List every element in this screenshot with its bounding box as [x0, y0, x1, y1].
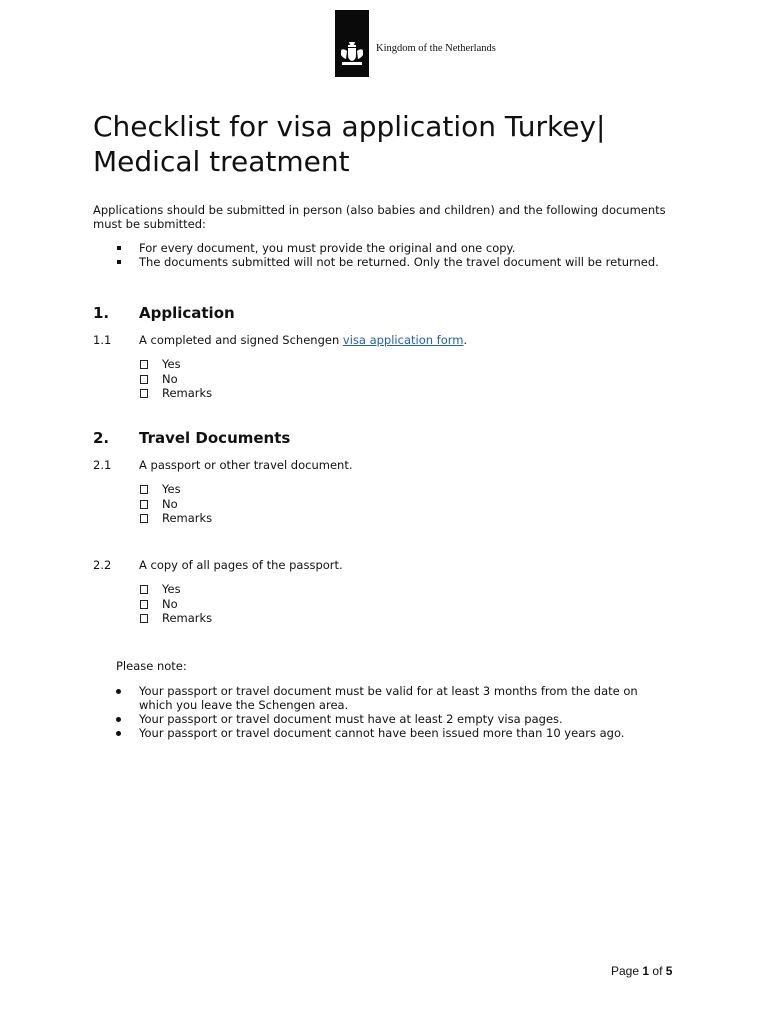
choice-label: Remarks: [162, 386, 213, 400]
page-number: [611, 964, 672, 978]
note-bullet: [116, 684, 656, 712]
choice-label: Yes: [162, 482, 181, 496]
logo-text: Kingdom of the Netherlands: [376, 43, 496, 54]
choice-label: Yes: [162, 357, 181, 371]
intro-bullet-text: For every document, you must provide the original and one copy.: [139, 241, 516, 255]
coat-of-arms-icon: [338, 40, 366, 68]
choices-2-1: [140, 482, 212, 526]
checkbox-icon[interactable]: [140, 585, 148, 594]
section-title: Travel Documents: [139, 429, 291, 447]
item-text: A completed and signed Schengen: [139, 333, 343, 347]
checkbox-icon[interactable]: [140, 389, 148, 398]
choice-label: No: [162, 496, 178, 511]
checkbox-icon[interactable]: [140, 360, 148, 369]
of-word: of: [652, 964, 663, 978]
checkbox-icon[interactable]: [140, 485, 148, 494]
choice-no[interactable]: [140, 372, 212, 387]
intro-bullet: [116, 241, 716, 255]
checkbox-icon[interactable]: [140, 600, 148, 609]
note-bullet: [116, 726, 656, 740]
round-bullet-icon: [116, 689, 121, 694]
note-bullet-line-1: Your passport or travel document must have at least 2 empty visa pages.: [139, 712, 563, 726]
checkbox-icon[interactable]: [140, 514, 148, 523]
choice-label: No: [162, 371, 178, 386]
note-bullet-line-1: Your passport or travel document must be valid for at least 3 months from the date on: [139, 684, 638, 698]
choice-remarks[interactable]: [140, 611, 212, 626]
intro-line-2: must be submitted:: [93, 217, 206, 231]
title-line-2: Medical treatment: [93, 145, 350, 178]
choice-no[interactable]: [140, 497, 212, 512]
section-title: Application: [139, 304, 235, 322]
checklist-item-2-1: [93, 458, 353, 472]
intro-paragraph: [93, 203, 693, 231]
choice-label: Remarks: [162, 511, 213, 525]
choice-label: Yes: [162, 582, 181, 596]
choices-2-2: [140, 582, 212, 626]
page-word: Page: [611, 964, 640, 978]
visa-application-form-link[interactable]: visa application form: [342, 333, 464, 347]
title-line-1: Checklist for visa application Turkey|: [93, 110, 606, 143]
choice-yes[interactable]: [140, 482, 212, 497]
square-bullet-icon: [117, 246, 121, 250]
note-bullet-line-2: which you leave the Schengen area.: [139, 698, 349, 712]
current-page: 1: [642, 964, 650, 978]
choices-1-1: [140, 357, 212, 401]
checkbox-icon[interactable]: [140, 614, 148, 623]
intro-bullet: [116, 255, 716, 269]
choice-remarks[interactable]: [140, 511, 212, 526]
choice-yes[interactable]: [140, 582, 212, 597]
choice-yes[interactable]: [140, 357, 212, 372]
note-bullet: [116, 712, 656, 726]
total-pages: 5: [665, 964, 673, 978]
section-number: 2.: [93, 429, 110, 447]
section-heading-travel-documents: [93, 429, 290, 447]
choice-label: No: [162, 596, 178, 611]
coat-of-arms-logo: [335, 10, 369, 77]
intro-line-1: Applications should be submitted in person (also babies and children) and the following documents: [93, 203, 666, 217]
please-note-label: Please note:: [116, 659, 187, 673]
item-text-end: .: [463, 333, 468, 347]
note-bullet-list: [116, 684, 656, 740]
item-text: A passport or other travel document.: [139, 458, 353, 472]
checkbox-icon[interactable]: [140, 500, 148, 509]
square-bullet-icon: [117, 260, 121, 264]
choice-label: Remarks: [162, 611, 213, 625]
item-number: 2.1: [93, 458, 112, 472]
intro-bullet-text: The documents submitted will not be returned. Only the travel document will be returned.: [139, 255, 659, 269]
section-number: 1.: [93, 304, 110, 322]
item-text: A copy of all pages of the passport.: [139, 558, 343, 572]
section-heading-application: [93, 304, 235, 322]
note-bullet-line-1: Your passport or travel document cannot have been issued more than 10 years ago.: [139, 726, 625, 740]
checklist-item-1-1: [93, 333, 467, 347]
checkbox-icon[interactable]: [140, 375, 148, 384]
choice-no[interactable]: [140, 597, 212, 612]
choice-remarks[interactable]: [140, 386, 212, 401]
page-title: [93, 109, 693, 179]
intro-bullet-list: [116, 241, 716, 269]
round-bullet-icon: [116, 731, 121, 736]
round-bullet-icon: [116, 717, 121, 722]
item-number: 2.2: [93, 558, 112, 572]
item-number: 1.1: [93, 333, 112, 347]
checklist-item-2-2: [93, 558, 343, 572]
